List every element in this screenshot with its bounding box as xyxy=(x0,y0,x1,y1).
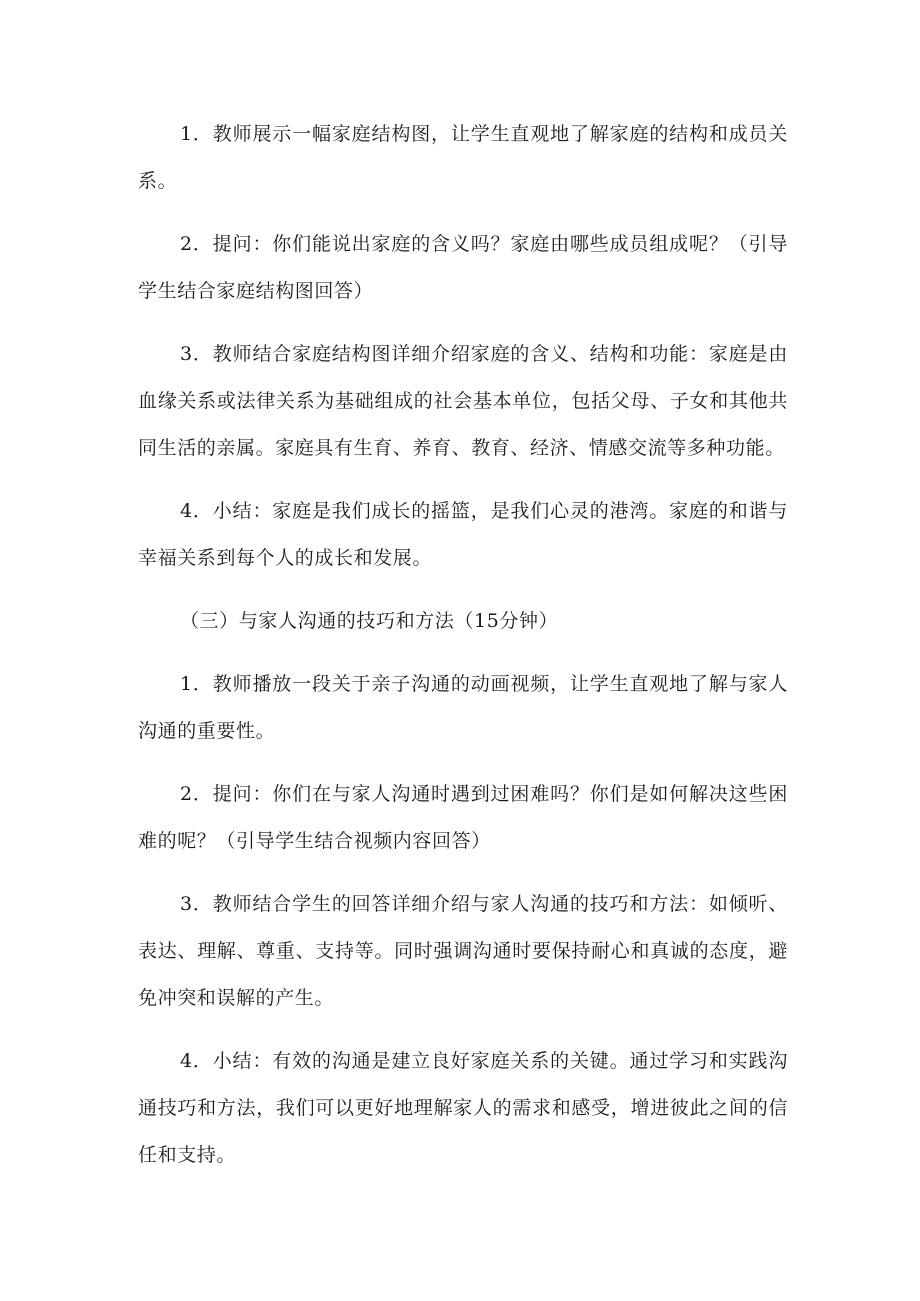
paragraph-question-difficulties: 2．提问：你们在与家人沟通时遇到过困难吗？你们是如何解决这些困难的呢？（引导学生结合视频内容回答） xyxy=(138,783,788,852)
paragraph-communication-skills: 3．教师结合学生的回答详细介绍与家人沟通的技巧和方法：如倾听、表达、理解、尊重、支持等。同时强调沟通时要保持耐心和真诚的态度，避免冲突和误解的产生。 xyxy=(138,893,788,1009)
paragraph-family-summary: 4．小结：家庭是我们成长的摇篮，是我们心灵的港湾。家庭的和谐与幸福关系到每个人的成长和发展。 xyxy=(138,500,788,569)
paragraph-show-family-structure: 1．教师展示一幅家庭结构图，让学生直观地了解家庭的结构和成员关系。 xyxy=(138,123,788,192)
section-heading-communication: （三）与家人沟通的技巧和方法（15分钟） xyxy=(180,610,559,632)
paragraph-play-video: 1．教师播放一段关于亲子沟通的动画视频，让学生直观地了解与家人沟通的重要性。 xyxy=(138,673,788,742)
document-body xyxy=(138,111,788,1195)
paragraph-question-family-meaning: 2．提问：你们能说出家庭的含义吗？家庭由哪些成员组成呢？（引导学生结合家庭结构图回答） xyxy=(138,233,788,302)
paragraph-communication-summary: 4．小结：有效的沟通是建立良好家庭关系的关键。通过学习和实践沟通技巧和方法，我们可以更好地理解家人的需求和感受，增进彼此之间的信任和支持。 xyxy=(138,1050,788,1166)
paragraph-family-definition: 3．教师结合家庭结构图详细介绍家庭的含义、结构和功能：家庭是由血缘关系或法律关系为基础组成的社会基本单位，包括父母、子女和其他共同生活的亲属。家庭具有生育、养育、教育、经济、情感交流等多种功能。 xyxy=(138,343,788,459)
